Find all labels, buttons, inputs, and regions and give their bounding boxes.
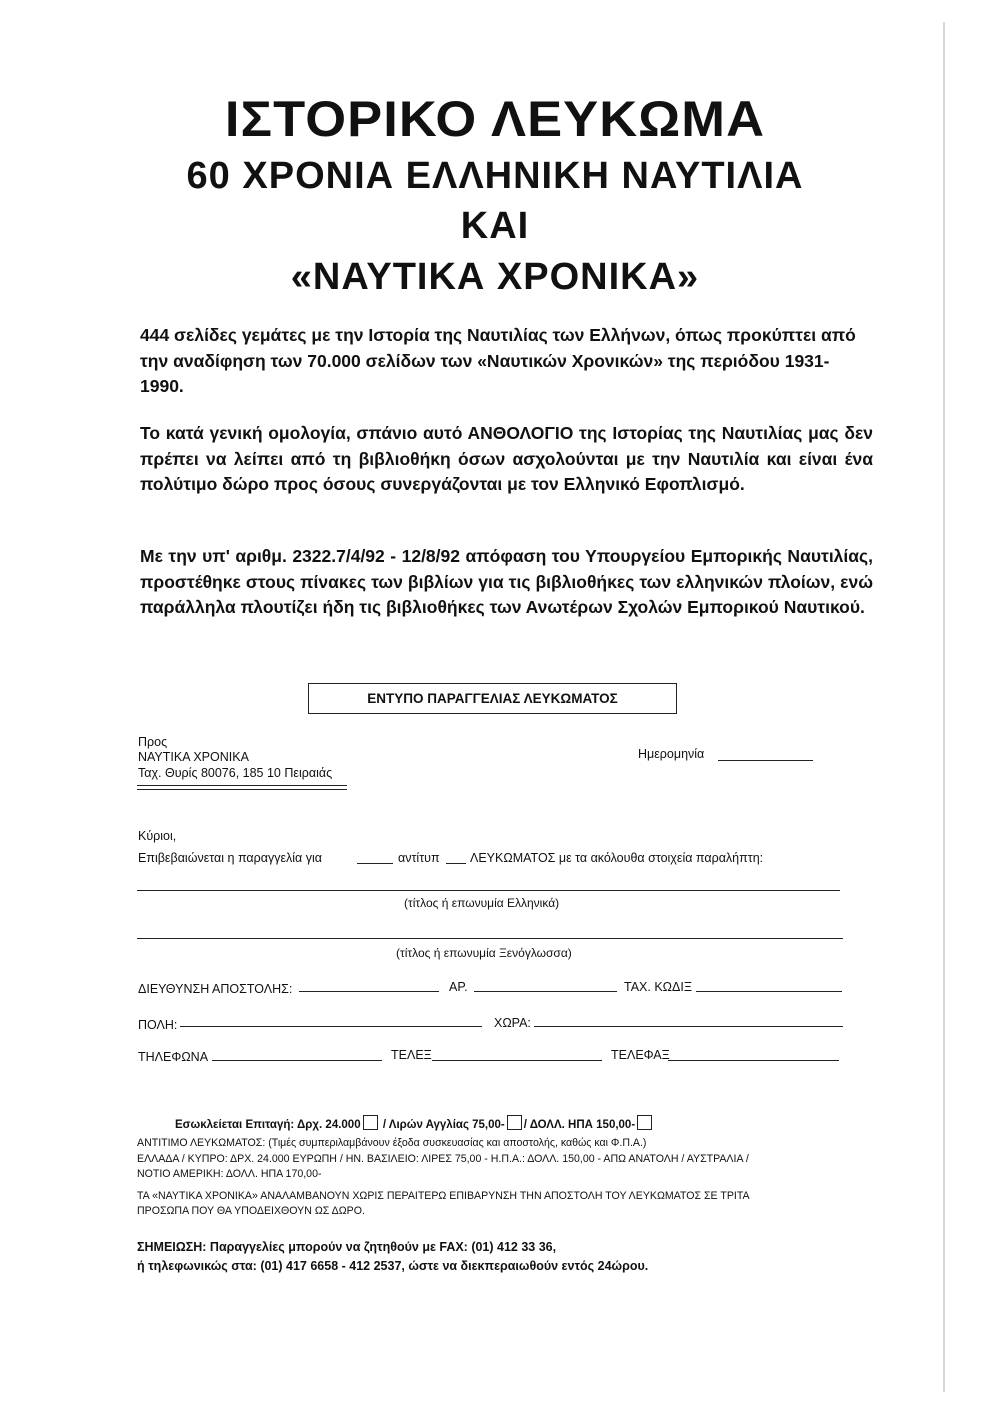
address-label: ΔΙΕΥΘΥΝΣΗ ΑΠΟΣΤΟΛΗΣ: [138, 982, 293, 996]
note-line-1: ΣΗΜΕΙΩΣΗ: Παραγγελίες μπορούν να ζητηθούν με FAX: (01) 412 33 36, [137, 1240, 557, 1254]
country-label: ΧΩΡΑ: [494, 1016, 531, 1030]
copies-suffix-field[interactable] [446, 863, 466, 864]
telex-field[interactable] [432, 1060, 602, 1061]
number-field[interactable] [474, 991, 617, 992]
phone-field[interactable] [212, 1060, 382, 1061]
payment-option-usd: / ΔΟΛΛ. ΗΠΑ 150,00- [523, 1119, 636, 1131]
address-field[interactable] [299, 991, 439, 992]
paragraph-pages: 444 σελίδες γεμάτες με την Ιστορία της Ναυτιλίας των Ελλήνων, όπως προκύπτει από την αναδίφηση των 70.000 σελίδων των «Ναυτικών Χρονικών» της περιόδου 1931-1990. [140, 325, 856, 397]
recipient-name: ΝΑΥΤΙΚΑ ΧΡΟΝΙΚΑ [138, 750, 249, 764]
checkbox-gbp[interactable] [507, 1115, 522, 1130]
name-foreign-caption: (τίτλος ή επωνυμία Ξενόγλωσσα) [396, 946, 572, 960]
city-label: ΠΟΛΗ: [138, 1018, 178, 1032]
postcode-field[interactable] [696, 991, 842, 992]
address-underline [137, 785, 347, 786]
subtitle-line-2: ΚΑΙ [460, 205, 530, 247]
recipient-address: Ταχ. Θυρίς 80076, 185 10 Πειραιάς [138, 766, 333, 780]
name-greek-field[interactable] [137, 890, 840, 891]
date-field[interactable] [718, 760, 813, 761]
main-title: ΙΣΤΟΡΙΚΟ ΛΕΥΚΩΜΑ [224, 91, 766, 147]
third-party-line-2: ΠΡΟΣΩΠΑ ΠΟΥ ΘΑ ΥΠΟΔΕΙΧΘΟΥΝ ΩΣ ΔΩΡΟ. [137, 1205, 365, 1217]
name-foreign-field[interactable] [137, 938, 843, 939]
name-greek-caption: (τίτλος ή επωνυμία Ελληνικά) [404, 896, 560, 910]
number-label: ΑΡ. [449, 980, 468, 994]
fax-label: ΤΕΛΕΦΑΞ [611, 1048, 670, 1062]
order-form-title: ΕΝΤΥΠΟ ΠΑΡΑΓΓΕΛΙΑΣ ΛΕΥΚΩΜΑΤΟΣ [308, 683, 677, 714]
address-double-underline [137, 789, 347, 790]
recipient-label: Προς [138, 735, 168, 749]
payment-enclosed-label: Εσωκλείεται Επιταγή: [175, 1119, 295, 1131]
confirm-prefix: Επιβεβαιώνεται η παραγγελία για [138, 851, 323, 865]
payment-row [175, 1115, 654, 1131]
confirm-suffix: ΛΕΥΚΩΜΑΤΟΣ με τα ακόλουθα στοιχεία παραλήπτη: [470, 851, 764, 865]
price-line-3: ΝΟΤΙΟ ΑΜΕΡΙΚΗ: ΔΟΛΛ. ΗΠΑ 170,00- [137, 1168, 322, 1180]
telex-label: ΤΕΛΕΞ [391, 1048, 432, 1062]
phone-label: ΤΗΛΕΦΩΝΑ [138, 1050, 209, 1064]
city-field[interactable] [180, 1026, 482, 1027]
payment-option-gbp: / Λιρών Αγγλίας 75,00- [382, 1119, 505, 1131]
checkbox-drx[interactable] [363, 1115, 378, 1130]
subtitle-line-1: 60 ΧΡΟΝΙΑ ΕΛΛΗΝΙΚΗ ΝΑΥΤΙΛΙΑ [186, 155, 804, 197]
price-line-1: ΑΝΤΙΤΙΜΟ ΛΕΥΚΩΜΑΤΟΣ: (Τιμές συμπεριλαμβάνουν έξοδα συσκευασίας και αποστολής, καθώς και Φ.Π.Α.) [137, 1137, 647, 1149]
subtitle-line-3: «ΝΑΥΤΙΚΑ ΧΡΟΝΙΚΑ» [290, 256, 700, 298]
third-party-line-1: ΤΑ «ΝΑΥΤΙΚΑ ΧΡΟΝΙΚΑ» ΑΝΑΛΑΜΒΑΝΟΥΝ ΧΩΡΙΣ ΠΕΡΑΙΤΕΡΩ ΕΠΙΒΑΡΥΝΣΗ ΤΗΝ ΑΠΟΣΤΟΛΗ ΤΟΥ ΛΕΥΚΩΜΑΤΟΣ ΣΕ ΤΡΙΤΑ [137, 1190, 750, 1202]
country-field[interactable] [534, 1026, 843, 1027]
date-label: Ημερομηνία [638, 747, 705, 761]
price-line-2: ΕΛΛΑΔΑ / ΚΥΠΡΟ: ΔΡΧ. 24.000 ΕΥΡΩΠΗ / ΗΝ. ΒΑΣΙΛΕΙΟ: ΛΙΡΕΣ 75,00 - Η.Π.Α.: ΔΟΛΛ. 150,00 - ΑΠΩ ΑΝΑΤΟΛΗ / ΑΥΣΤΡΑΛΙΑ / [137, 1153, 749, 1165]
quantity-field[interactable] [357, 863, 393, 864]
paragraph-ministry: Με την υπ' αριθμ. 2322.7/4/92 - 12/8/92 απόφαση του Υπουργείου Εμπορικής Ναυτιλίας, προστέθηκε στους πίνακες των βιβλίων για τις βιβλιοθήκες των ελληνικών πλοίων, ενώ παράλληλα πλουτίζει ήδη τις βιβλιοθήκες των Ανωτέρων Σχολών Εμπορικού Ναυτικού. [140, 546, 873, 618]
note-line-2: ή τηλεφωνικώς στα: (01) 417 6658 - 412 2537, ώστε να διεκπεραιωθούν εντός 24ώρου. [137, 1259, 649, 1273]
confirm-middle: αντίτυπ [398, 851, 440, 865]
payment-option-drx: Δρχ. 24.000 [297, 1119, 361, 1131]
paragraph-anthology: Το κατά γενική ομολογία, σπάνιο αυτό ΑΝΘΟΛΟΓΙΟ της Ιστορίας της Ναυτιλίας μας δεν πρέπει να λείπει από τη βιβλιοθήκη όσων ασχολούνται με την Ναυτιλία και είναι ένα πολύτιμο δώρο προς όσους συνεργάζονται με τον Ελληνικό Εφοπλισμό. [140, 423, 873, 495]
postcode-label: ΤΑΧ. ΚΩΔΙΞ [624, 980, 692, 994]
salutation: Κύριοι, [138, 829, 177, 843]
fax-field[interactable] [668, 1060, 839, 1061]
checkbox-usd[interactable] [637, 1115, 652, 1130]
